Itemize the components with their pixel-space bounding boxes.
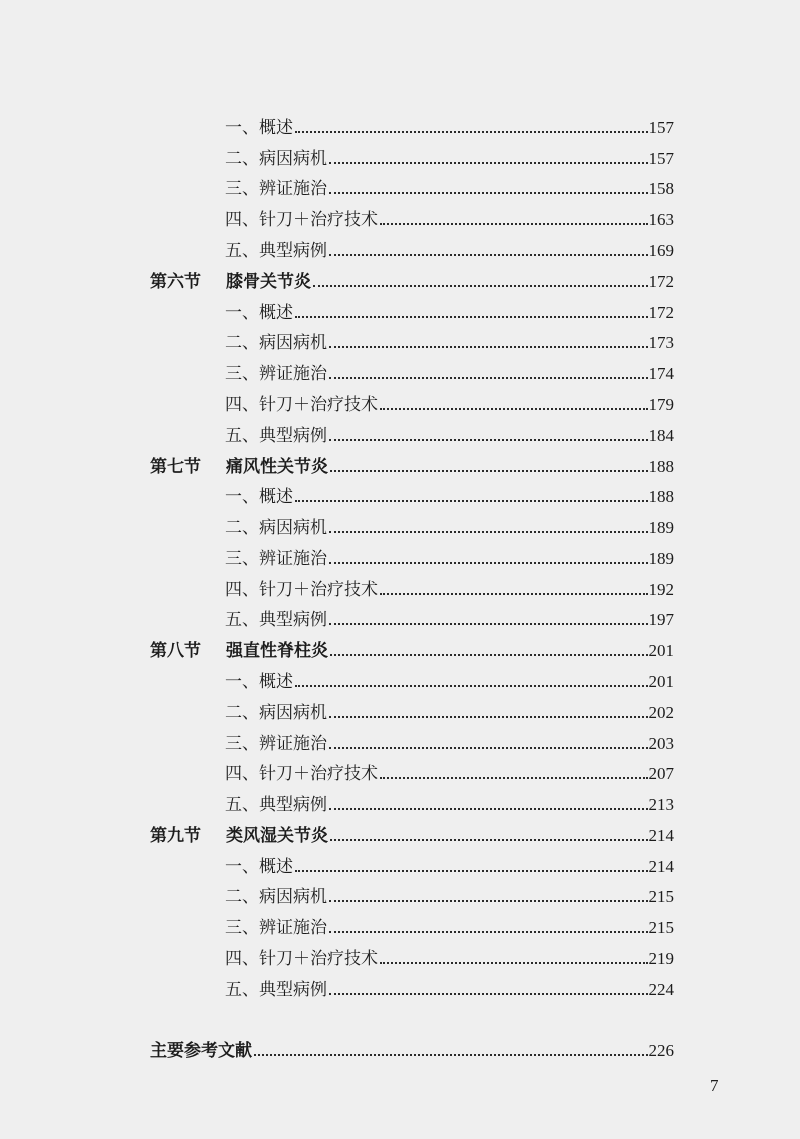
- dot-leader: [329, 993, 648, 995]
- toc-entry[interactable]: [150, 1038, 674, 1062]
- toc-entry[interactable]: [225, 515, 674, 539]
- toc-entry[interactable]: [225, 146, 674, 170]
- dot-leader: [329, 531, 648, 533]
- page-number: 7: [710, 1076, 719, 1095]
- dot-leader: [330, 839, 648, 841]
- toc-entry[interactable]: [225, 207, 674, 231]
- dot-leader: [295, 685, 648, 687]
- toc-entry-page: 188: [648, 457, 674, 476]
- section-number: 第八节: [150, 641, 201, 661]
- dot-leader: [329, 747, 648, 749]
- toc-entry-title: 五、典型病例: [225, 426, 327, 446]
- toc-entry[interactable]: [225, 946, 674, 970]
- toc-entry[interactable]: [225, 884, 674, 908]
- toc-entry-page: 174: [648, 364, 674, 383]
- toc-entry-title: 三、辨证施治: [225, 734, 327, 754]
- toc-entry-page: 207: [648, 764, 674, 783]
- toc-entry-title: 主要参考文献: [150, 1041, 252, 1061]
- toc-entry[interactable]: [225, 238, 674, 262]
- toc-entry[interactable]: [150, 638, 674, 662]
- section-number: 第七节: [150, 457, 201, 477]
- dot-leader: [329, 623, 648, 625]
- dot-leader: [329, 439, 648, 441]
- toc-entry-title: 四、针刀＋治疗技术: [225, 210, 378, 230]
- toc-entry-page: 158: [648, 179, 674, 198]
- toc-entry[interactable]: [225, 361, 674, 385]
- toc-entry[interactable]: [150, 823, 674, 847]
- toc-entry-title: 五、典型病例: [225, 241, 327, 261]
- toc-entry-page: 214: [648, 857, 674, 876]
- dot-leader: [380, 223, 648, 225]
- toc-entry-title: 四、针刀＋治疗技术: [225, 949, 378, 969]
- toc-entry-page: 172: [648, 272, 674, 291]
- dot-leader: [329, 808, 648, 810]
- toc-entry-title: 二、病因病机: [225, 518, 327, 538]
- toc-entry[interactable]: [225, 176, 674, 200]
- section-number: 第九节: [150, 826, 201, 846]
- toc-entry[interactable]: [150, 269, 674, 293]
- toc-entry-page: 163: [648, 210, 674, 229]
- toc-entry-page: 215: [648, 918, 674, 937]
- toc-entry-title: 三、辨证施治: [225, 918, 327, 938]
- dot-leader: [254, 1054, 648, 1056]
- toc-entry[interactable]: [150, 454, 674, 478]
- toc-entry[interactable]: [225, 115, 674, 139]
- toc-entry-page: 189: [648, 518, 674, 537]
- toc-entry-page: 224: [648, 980, 674, 999]
- toc-entry-title: 强直性脊柱炎: [226, 641, 328, 661]
- toc-entry-title: 三、辨证施治: [225, 364, 327, 384]
- dot-leader: [380, 408, 648, 410]
- toc-entry-page: 192: [648, 580, 674, 599]
- toc-entry[interactable]: [225, 792, 674, 816]
- dot-leader: [329, 346, 648, 348]
- toc-entry-page: 202: [648, 703, 674, 722]
- dot-leader: [329, 900, 648, 902]
- dot-leader: [295, 870, 648, 872]
- dot-leader: [329, 254, 648, 256]
- toc-entry-page: 184: [648, 426, 674, 445]
- toc-entry[interactable]: [225, 300, 674, 324]
- toc-entry[interactable]: [225, 330, 674, 354]
- dot-leader: [330, 470, 648, 472]
- toc-entry[interactable]: [225, 607, 674, 631]
- toc-entry-page: 172: [648, 303, 674, 322]
- toc-entry-page: 173: [648, 333, 674, 352]
- toc-entry-page: 169: [648, 241, 674, 260]
- toc-entry-title: 五、典型病例: [225, 795, 327, 815]
- toc-entry-page: 189: [648, 549, 674, 568]
- toc-entry-title: 一、概述: [225, 487, 293, 507]
- toc-entry-page: 203: [648, 734, 674, 753]
- toc-entry-page: 215: [648, 887, 674, 906]
- dot-leader: [380, 593, 648, 595]
- dot-leader: [295, 131, 648, 133]
- toc-entry-title: 膝骨关节炎: [226, 272, 311, 292]
- toc-entry-page: 226: [648, 1041, 674, 1060]
- toc-entry-page: 201: [648, 672, 674, 691]
- dot-leader: [380, 777, 648, 779]
- dot-leader: [313, 285, 648, 287]
- toc-entry-page: 157: [648, 118, 674, 137]
- dot-leader: [330, 654, 648, 656]
- toc-entry-title: 四、针刀＋治疗技术: [225, 764, 378, 784]
- toc-entry-page: 188: [648, 487, 674, 506]
- dot-leader: [329, 562, 648, 564]
- toc-entry-title: 二、病因病机: [225, 149, 327, 169]
- toc-entry[interactable]: [225, 731, 674, 755]
- toc-entry-title: 一、概述: [225, 118, 293, 138]
- toc-entry[interactable]: [225, 484, 674, 508]
- dot-leader: [329, 931, 648, 933]
- toc-entry-title: 二、病因病机: [225, 703, 327, 723]
- toc-entry[interactable]: [225, 546, 674, 570]
- toc-entry-title: 二、病因病机: [225, 333, 327, 353]
- toc-entry-page: 179: [648, 395, 674, 414]
- toc-entry-page: 214: [648, 826, 674, 845]
- dot-leader: [329, 377, 648, 379]
- toc-entry-page: 201: [648, 641, 674, 660]
- section-number: 第六节: [150, 272, 201, 292]
- toc-entry[interactable]: [225, 761, 674, 785]
- toc-entry-page: 213: [648, 795, 674, 814]
- toc-entry[interactable]: [225, 700, 674, 724]
- toc-entry-title: 一、概述: [225, 857, 293, 877]
- toc-entry-title: 三、辨证施治: [225, 179, 327, 199]
- dot-leader: [295, 316, 648, 318]
- dot-leader: [295, 500, 648, 502]
- toc-entry-page: 157: [648, 149, 674, 168]
- toc-entry-title: 五、典型病例: [225, 980, 327, 1000]
- dot-leader: [329, 162, 648, 164]
- toc-entry-title: 三、辨证施治: [225, 549, 327, 569]
- toc-entry[interactable]: [225, 669, 674, 693]
- toc-entry-page: 219: [648, 949, 674, 968]
- toc-entry-title: 一、概述: [225, 672, 293, 692]
- toc-entry[interactable]: [225, 392, 674, 416]
- toc-entry[interactable]: [225, 915, 674, 939]
- toc-entry-title: 四、针刀＋治疗技术: [225, 580, 378, 600]
- dot-leader: [329, 716, 648, 718]
- toc-entry-title: 二、病因病机: [225, 887, 327, 907]
- toc-entry[interactable]: [225, 854, 674, 878]
- toc-entry[interactable]: [225, 423, 674, 447]
- toc-entry[interactable]: [225, 577, 674, 601]
- toc-entry[interactable]: [225, 977, 674, 1001]
- toc-entry-title: 四、针刀＋治疗技术: [225, 395, 378, 415]
- toc-entry-page: 197: [648, 610, 674, 629]
- toc-entry-title: 一、概述: [225, 303, 293, 323]
- dot-leader: [380, 962, 648, 964]
- toc-entry-title: 痛风性关节炎: [226, 457, 328, 477]
- toc-entry-title: 类风湿关节炎: [226, 826, 328, 846]
- toc-entry-title: 五、典型病例: [225, 610, 327, 630]
- dot-leader: [329, 192, 648, 194]
